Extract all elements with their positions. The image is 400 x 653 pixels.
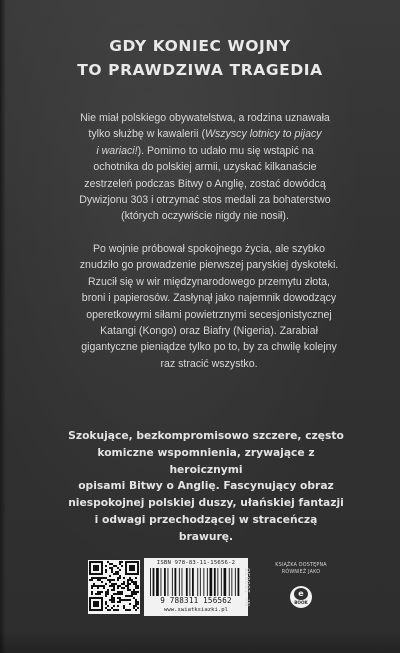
blurb-paragraph-2 [60,241,358,372]
blurb-line-segment: tylko służbę w kawalerii ( [88,128,205,141]
quote-line: komiczne wspomnienia, zrywające z heroicznymi [97,445,315,476]
blurb-line: Nie miał polskiego obywatelstwa, a rodzina uznawała [80,112,330,124]
title-line-1: GDY KONIEC WOJNY [109,37,291,55]
ebook-label-line-2: RÓWNIEŻ JAKO [281,570,321,575]
blurb-line: zestrzeleń podczas Bitwy o Anglię, zostać dowódcą [84,177,326,190]
bottom-shadow [0,630,400,653]
blurb-line: Po wojnie próbował spokojnego życia, ale szybko [92,243,326,255]
blurb-line: operetkowymi siłami powietrznymi secesjonistycznej [86,308,332,321]
ebook-logo [290,586,312,608]
title-line-2: TO PRAWDZIWA TRAGEDIA [77,61,323,79]
quote-line: niespokojnej polskiej duszy, ułańskiej fantazji [68,496,344,510]
ebook-logo-letter: e [294,588,308,600]
qr-code [88,560,140,614]
ebook-label-line-1: KSIĄŻKA DOSTĘPNA [275,563,327,568]
ebook-logo-word: BOOK [294,600,308,605]
barcode-bars [150,568,242,596]
blurb-line: Katangi (Kongo) oraz Biafry (Nigeria). Zarabiał [100,325,318,338]
publisher-website: www.swiatksiazki.pl [164,607,228,613]
quote-line: opisami Bitwy o Anglię. Fascynujący obraz [78,479,334,493]
back-cover-title [0,34,400,82]
blurb-line [56,143,354,159]
ean-digits: 9 788311 156562 [160,596,232,605]
catalog-number: Nr 100038 [244,568,252,606]
cover-edge-shadow [0,0,6,653]
quote-line: Szokujące, bezkompromisowo szczere, często [68,429,344,442]
blurb-line: znudziło go prowadzenie pierwszej paryskiej dyskoteki. [79,259,339,272]
blurb-line: broni i papierosów. Zasłynął jako najemnik dowodzący [81,292,337,305]
blurb-paragraph-1 [56,110,354,225]
blurb-line: raz stracić wszystko. [160,357,258,370]
isbn-barcode [144,558,248,616]
qr-code-graphic [88,560,140,614]
ebook-availability-label [268,562,334,576]
blurb-quote-italic: i wariaci! [96,144,138,157]
blurb-line: Rzucił się w wir międzynarodowego przemytu złota, [88,275,330,288]
blurb-line: Dywizjonu 303 i otrzymać stos medali za bohaterstwo [79,194,331,207]
blurb-line-segment: ). Pomimo to udało mu się wstąpić na [137,144,314,157]
review-quote [66,428,346,546]
blurb-line: ochotnika do polskiej armii, uzyskać kilkanaście [93,161,317,174]
blurb-line: (których oczywiście nigdy nie nosił). [121,210,289,223]
blurb-quote-italic: Wszyscy lotnicy to pijacy [205,128,322,141]
blurb-line [56,126,354,142]
quote-line: i odwagi przechodzącej w straceńczą brawurę. [94,512,318,543]
isbn-label: ISBN 978-83-11-15656-2 [156,560,236,566]
blurb-line: gigantyczne pieniądze tylko po to, by za chwilę kolejny [81,341,337,354]
